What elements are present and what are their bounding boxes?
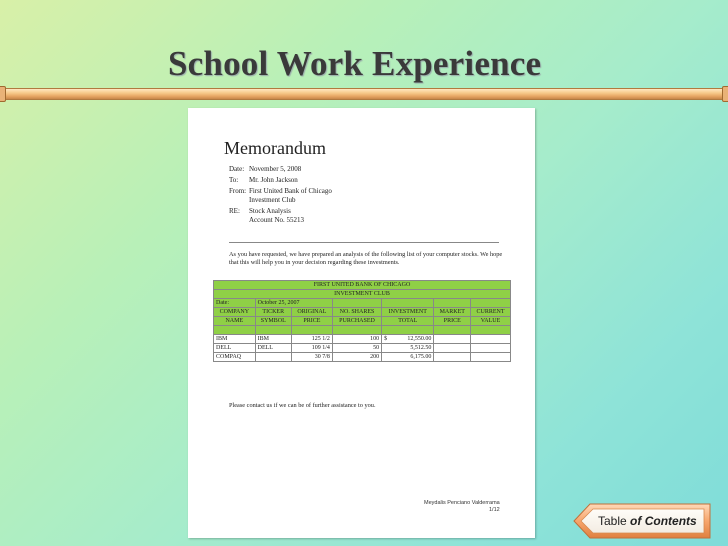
toc-label <box>598 514 697 528</box>
header-top: COMPANY <box>214 308 256 317</box>
title-divider <box>0 88 728 100</box>
header-bottom: TOTAL <box>382 317 434 326</box>
spacer-cell <box>382 326 434 335</box>
company-cell: IBM <box>214 335 256 344</box>
shares-cell: 100 <box>332 335 381 344</box>
field-value: Mr. John Jackson <box>249 176 298 184</box>
memo-field-to <box>229 176 332 185</box>
table-of-contents-button[interactable] <box>572 502 712 540</box>
price-cell: 125 1/2 <box>291 335 332 344</box>
memo-heading: Memorandum <box>224 138 326 158</box>
market-cell <box>434 353 471 362</box>
header-bottom: PURCHASED <box>332 317 381 326</box>
memo-fields <box>229 165 332 227</box>
memo-closing: Please contact us if we can be of further assistance to you. <box>229 402 376 409</box>
field-label: RE: <box>229 207 240 215</box>
total-value: 6,175.00 <box>410 354 432 360</box>
investment-spreadsheet <box>213 280 511 362</box>
total-value: 5,512.50 <box>410 345 432 351</box>
price-cell: 30 7/8 <box>291 353 332 362</box>
page-number: 1/12 <box>489 507 500 513</box>
dollar-sign: $ <box>384 336 388 342</box>
total-cell <box>382 344 434 353</box>
header-top: CURRENT <box>471 308 511 317</box>
memo-intro: As you have requested, we have prepared an analysis of the following list of your computer stocks. We hope that this will help you in your decision regarding these investments. <box>229 251 503 266</box>
value-cell <box>471 335 511 344</box>
spacer-cell <box>434 326 471 335</box>
memo-field-from <box>229 187 332 205</box>
divider-cap-right <box>722 86 728 102</box>
value-cell <box>471 353 511 362</box>
club-name: INVESTMENT CLUB <box>214 290 511 299</box>
table-row <box>214 344 511 353</box>
shares-cell: 200 <box>332 353 381 362</box>
header-top: NO. SHARES <box>332 308 381 317</box>
shares-cell: 50 <box>332 344 381 353</box>
field-value: Investment Club <box>249 196 296 204</box>
memo-field-date <box>229 165 332 174</box>
bank-name: FIRST UNITED BANK OF CHICAGO <box>214 281 511 290</box>
memo-field-re <box>229 207 332 225</box>
field-label: To: <box>229 176 239 184</box>
divider-cap-left <box>0 86 6 102</box>
field-value: Stock Analysis <box>249 207 291 215</box>
total-value: 12,550.00 <box>407 336 432 342</box>
header-top: ORIGINAL <box>291 308 332 317</box>
header-top: TICKER <box>255 308 291 317</box>
spacer-cell <box>255 326 291 335</box>
date-value: October 25, 2007 <box>255 299 332 308</box>
empty-cell <box>382 299 434 308</box>
toc-prefix: Table <box>598 514 631 528</box>
value-cell <box>471 344 511 353</box>
spacer-cell <box>214 326 256 335</box>
field-label: From: <box>229 187 247 195</box>
toc-suffix: of Contents <box>630 514 697 528</box>
company-cell: COMPAQ <box>214 353 256 362</box>
field-value: Account No. 55213 <box>249 216 305 224</box>
table-row <box>214 335 511 344</box>
total-cell <box>382 335 434 344</box>
spacer-cell <box>291 326 332 335</box>
header-bottom: PRICE <box>291 317 332 326</box>
spacer-cell <box>332 326 381 335</box>
header-bottom: PRICE <box>434 317 471 326</box>
ticker-cell <box>255 353 291 362</box>
header-bottom: SYMBOL <box>255 317 291 326</box>
header-bottom: NAME <box>214 317 256 326</box>
field-label: Date: <box>229 165 245 173</box>
market-cell <box>434 344 471 353</box>
price-cell: 109 1/4 <box>291 344 332 353</box>
company-cell: DELL <box>214 344 256 353</box>
ticker-cell: DELL <box>255 344 291 353</box>
ticker-cell: IBM <box>255 335 291 344</box>
date-label: Date: <box>214 299 256 308</box>
total-cell <box>382 353 434 362</box>
table-row <box>214 353 511 362</box>
header-top: INVESTMENT <box>382 308 434 317</box>
market-cell <box>434 335 471 344</box>
header-bottom: VALUE <box>471 317 511 326</box>
header-top: MARKET <box>434 308 471 317</box>
spacer-cell <box>471 326 511 335</box>
memo-document <box>188 108 535 538</box>
memo-footer <box>424 500 500 514</box>
empty-cell <box>471 299 511 308</box>
memo-separator <box>229 242 499 243</box>
author-name: Meydalis Penciano Valderrama <box>424 500 500 506</box>
empty-cell <box>332 299 381 308</box>
slide-title: School Work Experience <box>168 44 542 83</box>
field-value: November 5, 2008 <box>249 165 302 173</box>
field-value: First United Bank of Chicago <box>249 187 332 195</box>
empty-cell <box>434 299 471 308</box>
